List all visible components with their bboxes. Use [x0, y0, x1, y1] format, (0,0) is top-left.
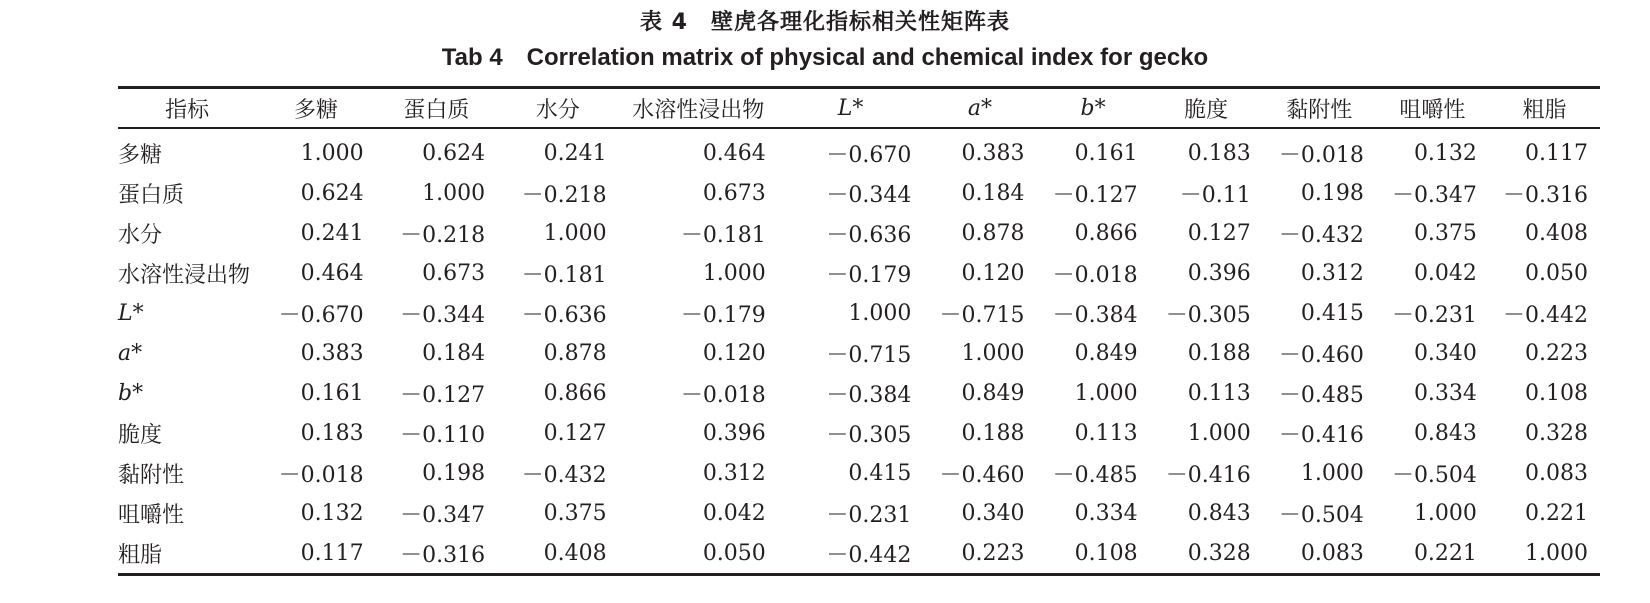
table-cell: －0.460 [939, 462, 1025, 488]
table-row [118, 128, 1600, 173]
table-cell: －0.504 [1278, 502, 1364, 528]
table-cell: －0.460 [1278, 342, 1364, 368]
table-cell: 0.132 [1413, 140, 1477, 166]
table-cell: 0.198 [1300, 180, 1364, 206]
table-cell: 0.396 [1187, 260, 1251, 286]
table-cell: －0.218 [521, 182, 607, 208]
table-cell: －0.127 [400, 382, 486, 408]
table-cell: 0.312 [1300, 260, 1364, 286]
table-cell: 1.000 [1187, 420, 1251, 446]
table-cell: －0.11 [1179, 182, 1251, 208]
table-cell: 0.221 [1413, 540, 1477, 566]
table-cell: 0.050 [702, 540, 766, 566]
table-cell: 1.000 [1525, 540, 1588, 566]
table-cell: 0.188 [1187, 340, 1251, 366]
row-label: a* [118, 340, 143, 366]
caption-english: Tab 4 Correlation matrix of physical and chemical index for gecko [441, 44, 1209, 71]
column-header: 粗脂 [1522, 97, 1567, 123]
row-label: 水分 [118, 222, 163, 248]
table-row [118, 533, 1600, 575]
table-cell: 0.878 [961, 220, 1025, 246]
row-label: 黏附性 [118, 462, 185, 488]
table-caption [0, 6, 1650, 76]
table-cell: －0.384 [826, 382, 912, 408]
table-cell: 0.113 [1187, 380, 1251, 406]
table-cell: 0.415 [848, 460, 912, 486]
table-cell: 0.108 [1074, 540, 1138, 566]
table-cell: 0.464 [300, 260, 364, 286]
table-cell: 0.866 [1074, 220, 1138, 246]
table-cell: 0.184 [422, 340, 486, 366]
column-header: 脆度 [1184, 97, 1229, 123]
table-cell: 1.000 [1413, 500, 1477, 526]
table-cell: 1.000 [1074, 380, 1138, 406]
table-cell: 0.223 [961, 540, 1025, 566]
column-header: 指标 [165, 97, 210, 123]
table-cell: 1.000 [300, 140, 364, 166]
table-cell: 0.188 [961, 420, 1025, 446]
table-cell: －0.636 [521, 302, 607, 328]
table-cell: 0.183 [300, 420, 364, 446]
column-header: 黏附性 [1286, 97, 1353, 123]
table-row [118, 253, 1600, 293]
table-cell: －0.432 [521, 462, 607, 488]
table-cell: 0.843 [1187, 500, 1251, 526]
table-cell: 0.866 [543, 380, 607, 406]
table-cell: －0.485 [1278, 382, 1364, 408]
table-cell: 0.383 [300, 340, 364, 366]
table-cell: 0.241 [300, 220, 364, 246]
row-label: 粗脂 [118, 542, 163, 568]
table-cell: －0.347 [400, 502, 486, 528]
table-cell: 0.415 [1300, 300, 1364, 326]
column-header: 蛋白质 [403, 97, 470, 123]
table-cell: 0.673 [422, 260, 486, 286]
table-cell: 0.198 [422, 460, 486, 486]
table-cell: －0.018 [1052, 262, 1138, 288]
table-cell: 0.108 [1525, 380, 1588, 406]
table-row [118, 293, 1600, 333]
column-header: 多糖 [293, 97, 338, 123]
table-cell: 1.000 [422, 180, 486, 206]
table-cell: 0.132 [300, 500, 364, 526]
table-cell: 0.117 [1525, 140, 1588, 166]
table-cell: 0.083 [1300, 540, 1364, 566]
table-cell: －0.344 [400, 302, 486, 328]
table-cell: 0.328 [1525, 420, 1588, 446]
table-cell: 0.673 [702, 180, 766, 206]
table-cell: 0.340 [961, 500, 1025, 526]
row-label: L* [118, 300, 144, 326]
table-cell: 0.161 [300, 380, 364, 406]
table-row [118, 173, 1600, 213]
table-cell: 0.050 [1525, 260, 1588, 286]
table-cell: 0.464 [702, 140, 766, 166]
table-cell: 0.113 [1074, 420, 1138, 446]
column-header: 水分 [535, 97, 580, 123]
row-label: 水溶性浸出物 [118, 262, 251, 288]
column-header: 水溶性浸出物 [632, 97, 765, 123]
table-cell: 0.375 [1413, 220, 1477, 246]
table-cell: －0.316 [400, 542, 486, 568]
table-cell: 0.340 [1413, 340, 1477, 366]
table-cell: －0.485 [1052, 462, 1138, 488]
table-cell: －0.316 [1503, 182, 1588, 208]
table-cell: 0.312 [702, 460, 766, 486]
table-cell: －0.110 [400, 422, 486, 448]
row-label: 咀嚼性 [118, 502, 185, 528]
table-cell: 0.120 [961, 260, 1025, 286]
table-cell: 0.878 [543, 340, 607, 366]
table-cell: －0.018 [278, 462, 364, 488]
table-body [118, 128, 1600, 575]
table-cell: －0.504 [1391, 462, 1477, 488]
table-cell: －0.432 [1278, 222, 1364, 248]
table-cell: 0.221 [1525, 500, 1588, 526]
table-cell: －0.442 [826, 542, 912, 568]
table-cell: 1.000 [1300, 460, 1364, 486]
table-cell: 0.183 [1187, 140, 1251, 166]
table-row [118, 373, 1600, 413]
table-cell: －0.416 [1165, 462, 1251, 488]
table-cell: －0.670 [278, 302, 364, 328]
row-label: 蛋白质 [118, 182, 185, 208]
table-cell: 0.161 [1074, 140, 1138, 166]
table-row [118, 333, 1600, 373]
table-cell: 1.000 [961, 340, 1025, 366]
table-cell: －0.018 [1278, 142, 1364, 168]
table-cell: －0.181 [680, 222, 766, 248]
table-cell: －0.231 [1391, 302, 1477, 328]
correlation-matrix-table [118, 86, 1600, 576]
table-cell: －0.636 [826, 222, 912, 248]
table-cell: －0.127 [1052, 182, 1138, 208]
table-cell: －0.344 [826, 182, 912, 208]
table-cell: 0.117 [300, 540, 364, 566]
table-cell: －0.715 [826, 342, 912, 368]
caption-chinese: 表 4 壁虎各理化指标相关性矩阵表 [640, 10, 1010, 35]
table-cell: －0.179 [826, 262, 912, 288]
table-cell: －0.231 [826, 502, 912, 528]
table-cell: 0.184 [961, 180, 1025, 206]
table-cell: 0.334 [1074, 500, 1138, 526]
table-cell: 0.624 [300, 180, 364, 206]
table-cell: －0.018 [680, 382, 766, 408]
table-cell: －0.416 [1278, 422, 1364, 448]
table-row [118, 453, 1600, 493]
row-label: 多糖 [118, 142, 163, 168]
table-cell: －0.715 [939, 302, 1025, 328]
table-cell: －0.179 [680, 302, 766, 328]
table-cell: 0.223 [1525, 340, 1588, 366]
column-header: 咀嚼性 [1399, 97, 1466, 123]
table-cell: 0.849 [961, 380, 1025, 406]
table-cell: －0.670 [826, 142, 912, 168]
table-cell: －0.384 [1052, 302, 1138, 328]
table-row [118, 213, 1600, 253]
table-cell: 0.375 [543, 500, 607, 526]
table-cell: 0.042 [702, 500, 766, 526]
table-cell: 0.849 [1074, 340, 1138, 366]
table-cell: 0.127 [1187, 220, 1251, 246]
header-row [118, 88, 1600, 129]
row-label: 脆度 [118, 422, 163, 448]
table-cell: －0.305 [826, 422, 912, 448]
row-label: b* [118, 380, 144, 406]
table-cell: 1.000 [848, 300, 912, 326]
table-cell: －0.305 [1165, 302, 1251, 328]
table-cell: 0.328 [1187, 540, 1251, 566]
table-cell: －0.218 [400, 222, 486, 248]
table-row [118, 493, 1600, 533]
table-cell: 0.120 [702, 340, 766, 366]
table-row [118, 413, 1600, 453]
table-cell: －0.347 [1391, 182, 1477, 208]
table-cell: 0.241 [543, 140, 607, 166]
table-cell: 0.843 [1413, 420, 1477, 446]
table-cell: 0.042 [1413, 260, 1477, 286]
table-cell: 0.127 [543, 420, 607, 446]
column-header: a* [967, 95, 992, 121]
table-cell: 0.408 [543, 540, 607, 566]
column-header: L* [837, 95, 864, 121]
table-cell: 0.383 [961, 140, 1025, 166]
table-cell: 1.000 [543, 220, 607, 246]
table-cell: 0.396 [702, 420, 766, 446]
table-cell: 0.334 [1413, 380, 1477, 406]
column-header: b* [1080, 95, 1106, 121]
table-cell: 0.083 [1525, 460, 1588, 486]
table-cell: 0.408 [1525, 220, 1588, 246]
table-cell: 1.000 [702, 260, 766, 286]
table-cell: －0.181 [521, 262, 607, 288]
table-cell: 0.624 [422, 140, 486, 166]
table-cell: －0.442 [1503, 302, 1588, 328]
